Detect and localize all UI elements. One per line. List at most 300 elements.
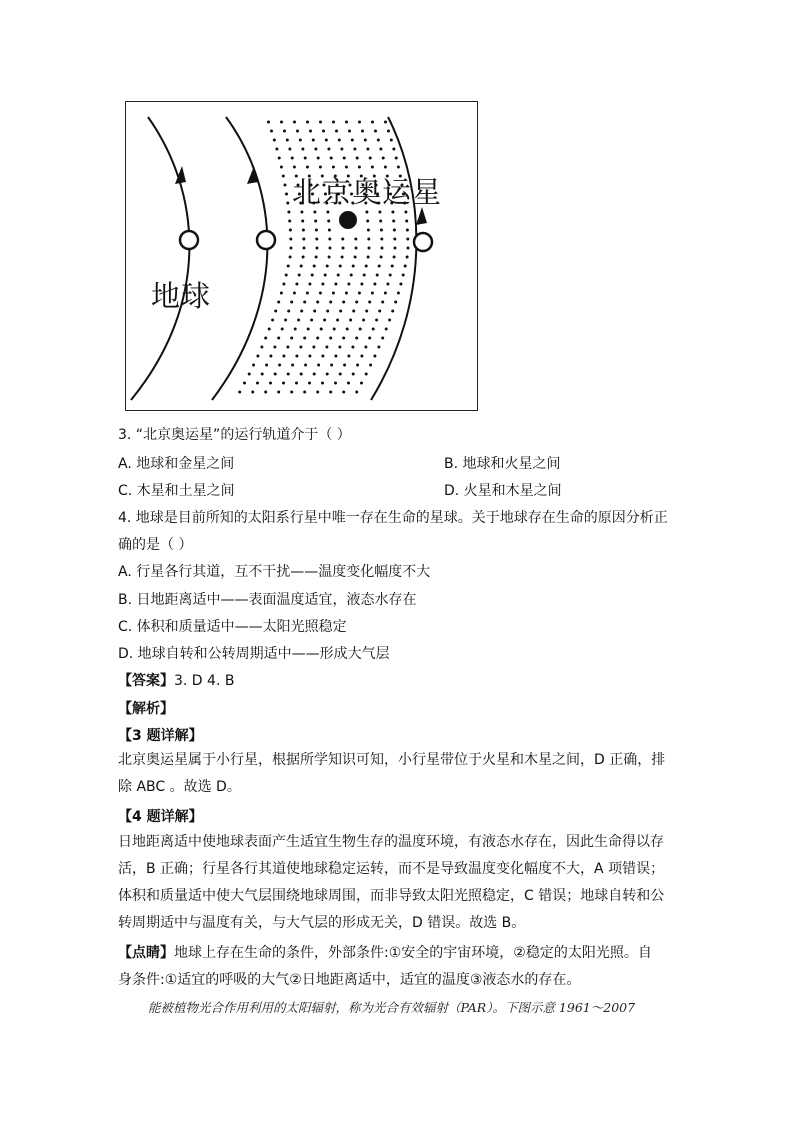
belt-dot [264,337,267,340]
belt-dot [369,364,372,367]
belt-dot [362,319,365,322]
belt-dot [311,274,314,277]
answer-tag: 【答案】 [118,673,174,689]
belt-dot [378,310,381,313]
belt-dot [367,229,370,232]
belt-dot [355,247,358,250]
belt-dot [280,166,283,169]
belt-dot [328,256,331,259]
detail4-body [118,829,678,937]
belt-dot [380,229,383,232]
earth-label: 地球 [151,279,212,313]
belt-dot [270,130,273,133]
belt-dot [399,283,402,286]
q4-option-b: B. 日地距离适中——表面温度适宜，液态水存在 [118,592,417,608]
belt-dot [335,130,338,133]
belt-dot [316,337,319,340]
q3-option-c: C. 木星和土星之间 [118,483,235,499]
belt-dot [349,319,352,322]
belt-dot [347,382,350,385]
detail3-tag: 【3 题详解】 [118,728,203,744]
belt-dot [256,355,259,358]
belt-dot [289,256,292,259]
belt-dot [293,166,296,169]
belt-dot [303,301,306,304]
belt-dot [366,148,369,151]
belt-dot [287,310,290,313]
belt-dot [306,166,309,169]
belt-dot [238,391,241,394]
belt-dot [391,265,394,268]
belt-dot [307,328,310,331]
q3-stem: 3. “北京奥运星”的运行轨道介于（ ） [118,427,351,443]
belt-dot [287,265,290,268]
belt-dot [274,310,277,313]
belt-dot [329,247,332,250]
belt-dot [277,391,280,394]
belt-dot [299,139,302,142]
belt-dot [293,292,296,295]
belt-dot [288,148,291,151]
belt-dot [288,220,291,223]
belt-dot [319,166,322,169]
q3-option-d: D. 火星和木星之间 [444,483,562,499]
belt-dot [364,346,367,349]
belt-dot [287,373,290,376]
belt-dot [321,355,324,358]
belt-dot [284,319,287,322]
belt-dot [358,166,361,169]
belt-dot [316,247,319,250]
belt-dot [384,121,387,124]
belt-dot [406,238,409,241]
belt-dot [339,310,342,313]
belt-dot [364,139,367,142]
belt-dot [379,148,382,151]
belt-dot [392,148,395,151]
belt-dot [282,382,285,385]
belt-dot [345,292,348,295]
answer-row [118,671,234,691]
belt-dot [327,148,330,151]
q3-option-b: B. 地球和火星之间 [444,456,561,472]
belt-dot [328,238,331,241]
belt-dot [345,121,348,124]
orbit-path-earth [212,117,267,400]
belt-dot [282,283,285,286]
belt-dot [352,310,355,313]
belt-dot [361,130,364,133]
belt-dot [338,346,341,349]
belt-dot [371,121,374,124]
q4-option-a: A. 行星各行其道，互不干扰——温度变化幅度不大 [118,564,431,580]
belt-dot [310,319,313,322]
belt-dot [365,373,368,376]
belt-dot [355,337,358,340]
belt-dot [342,301,345,304]
belt-dot [360,382,363,385]
belt-dot [347,355,350,358]
belt-dot [289,238,292,241]
detail4-tag: 【4 题详解】 [118,809,203,825]
belt-dot [296,130,299,133]
belt-dot [355,301,358,304]
belt-dot [371,292,374,295]
q4-stem-line1: 4. 地球是目前所知的太阳系行星中唯一存在生命的星球。关于地球存在生命的原因分析正 [118,510,668,526]
belt-dot [374,130,377,133]
belt-dot [325,139,328,142]
belt-dot [303,337,306,340]
belt-dot [290,247,293,250]
belt-dot [303,391,306,394]
belt-dot [384,166,387,169]
belt-dot [360,355,363,358]
belt-dot [394,247,397,250]
orbit-path-outer [371,117,416,400]
belt-dot [293,121,296,124]
belt-dot [315,229,318,232]
belt-dot [326,265,329,268]
belt-dot [381,337,384,340]
asteroid-label: 北京奥运星 [292,175,443,209]
belt-dot [308,382,311,385]
belt-dot [393,229,396,232]
analysis-tag: 【解析】 [118,701,174,717]
belt-dot [355,391,358,394]
belt-dot [354,256,357,259]
belt-dot [320,328,323,331]
belt-dot [365,310,368,313]
belt-dot [405,220,408,223]
belt-dot [281,328,284,331]
belt-dot [300,310,303,313]
belt-dot [371,166,374,169]
belt-dot [290,301,293,304]
belt-dot [327,220,330,223]
belt-dot [314,220,317,223]
q4-stem-line2: 确的是（ ） [118,537,193,553]
belt-dot [278,364,281,367]
belt-dot [360,283,363,286]
belt-dot [313,373,316,376]
belt-dot [397,292,400,295]
belt-dot [273,346,276,349]
belt-dot [271,319,274,322]
belt-dot [282,175,285,178]
belt-dot [354,238,357,241]
belt-dot [287,211,290,214]
belt-dot [277,337,280,340]
belt-dot [280,121,283,124]
tip-tag: 【点睛】 [118,945,174,961]
belt-dot [251,391,254,394]
belt-dot [332,166,335,169]
belt-dot [381,247,384,250]
belt-dot [328,229,331,232]
belt-dot [324,274,327,277]
belt-dot [321,283,324,286]
belt-dot [337,274,340,277]
belt-dot [393,256,396,259]
belt-dot [325,346,328,349]
belt-dot [338,139,341,142]
belt-dot [280,292,283,295]
belt-dot [294,328,297,331]
belt-dot [367,238,370,241]
answer-text: 3. D 4. B [174,673,235,689]
belt-dot [264,391,267,394]
belt-dot [326,373,329,376]
belt-dot [391,310,394,313]
belt-dot [286,202,289,205]
belt-dot [342,391,345,394]
belt-dot [329,301,332,304]
belt-dot [347,283,350,286]
belt-dot [275,148,278,151]
belt-dot [285,193,288,196]
belt-dot [365,265,368,268]
belt-dot [377,346,380,349]
belt-dot [339,373,342,376]
belt-dot [348,130,351,133]
belt-dot [291,364,294,367]
belt-dot [345,166,348,169]
belt-dot [248,373,251,376]
belt-dot [358,292,361,295]
belt-dot [351,346,354,349]
belt-dot [297,319,300,322]
belt-dot [314,148,317,151]
belt-dot [322,130,325,133]
belt-dot [283,130,286,133]
belt-dot [317,364,320,367]
belt-dot [309,130,312,133]
belt-dot [303,247,306,250]
belt-dot [268,328,271,331]
belt-dot [261,373,264,376]
belt-dot [332,121,335,124]
belt-dot [284,184,287,187]
belt-dot [278,157,281,160]
belt-dot [378,265,381,268]
detail4-line: 活，B 正确；行星各行其道使地球稳定运转，而不是导致温度变化幅度不大，A 项错误； [118,861,665,877]
belt-dot [373,283,376,286]
belt-dot [256,382,259,385]
belt-dot [277,301,280,304]
detail3-body [118,747,678,801]
belt-dot [376,274,379,277]
belt-dot [269,355,272,358]
belt-dot [298,274,301,277]
belt-dot [404,265,407,268]
belt-dot [330,364,333,367]
belt-dot [342,247,345,250]
q4-option-c: C. 体积和质量适中——太阳光照稳定 [118,619,347,635]
belt-dot [332,292,335,295]
belt-dot [367,256,370,259]
belt-dot [351,139,354,142]
belt-dot [402,274,405,277]
belt-dot [406,229,409,232]
belt-dot [260,346,263,349]
belt-dot [369,157,372,160]
belt-dot [295,382,298,385]
belt-dot [300,373,303,376]
belt-dot [302,238,305,241]
belt-dot [368,247,371,250]
belt-dot [377,139,380,142]
belt-dot [386,283,389,286]
belt-dot [395,157,398,160]
belt-dot [372,328,375,331]
belt-dot [384,292,387,295]
belt-dot [392,220,395,223]
q3-option-a: A. 地球和金星之间 [118,456,235,472]
belt-dot [368,337,371,340]
belt-dot [407,247,410,250]
belt-dot [353,148,356,151]
belt-dot [290,391,293,394]
belt-dot [319,121,322,124]
planet-outer [414,233,432,251]
belt-dot [269,382,272,385]
belt-dot [306,292,309,295]
detail3-line: 北京奥运星属于小行星，根据所学知识可知，小行星带位于火星和木星之间，D 正确，排 [118,752,666,768]
belt-dot [389,274,392,277]
belt-dot [330,157,333,160]
belt-dot [373,355,376,358]
belt-dot [380,238,383,241]
detail4-line: 日地距离适中使地球表面产生适宜生物生存的温度环境，有液态水存在，因此生命得以存 [118,834,664,850]
belt-dot [267,121,270,124]
belt-dot [315,238,318,241]
belt-dot [301,148,304,151]
belt-dot [375,319,378,322]
next-question-caption: 能被植物光合作用利用的太阳辐射，称为光合有效辐射（PAR）。下图示意 1961～2007 [148,1000,636,1015]
belt-dot [312,139,315,142]
belt-dot [316,391,319,394]
belt-dot [273,139,276,142]
belt-dot [329,391,332,394]
belt-dot [313,310,316,313]
belt-dot [323,319,326,322]
belt-dot [302,229,305,232]
belt-dot [289,229,292,232]
belt-dot [308,283,311,286]
belt-dot [286,346,289,349]
belt-dot [352,265,355,268]
belt-dot [343,364,346,367]
belt-dot [333,328,336,331]
planet-earth [257,231,275,249]
belt-dot [282,355,285,358]
belt-dot [304,364,307,367]
belt-dot [316,301,319,304]
belt-dot [299,346,302,349]
belt-dot [394,301,397,304]
planet-inner [180,231,198,249]
belt-dot [379,220,382,223]
belt-dot [341,238,344,241]
tip-line2: 身条件:①适宜的呼吸的大气②日地距离适中，适宜的温度③液态水的存在。 [118,972,581,988]
tip-line1 [118,943,652,963]
belt-dot [265,364,268,367]
belt-dot [317,157,320,160]
belt-dot [313,265,316,268]
belt-dot [304,157,307,160]
belt-dot [346,328,349,331]
belt-dot [334,283,337,286]
belt-dot [274,373,277,376]
belt-dot [252,364,255,367]
belt-dot [319,292,322,295]
belt-dot [342,337,345,340]
detail4-line: 体积和质量适中使大气层围绕地球周围，而非导致太阳光照稳定，C 错误；地球自转和公 [118,888,665,904]
belt-dot [358,121,361,124]
tip-text-1: 地球上存在生命的条件，外部条件:①安全的宇宙环境，②稳定的太阳光照。自 [174,945,652,961]
belt-dot [306,121,309,124]
belt-dot [356,364,359,367]
belt-dot [295,355,298,358]
belt-dot [243,382,246,385]
belt-dot [291,157,294,160]
belt-dot [340,148,343,151]
belt-dot [301,220,304,223]
belt-dot [393,238,396,241]
detail4-line: 转周期适中与温度有关，与大气层的形成无关，D 错误。故选 B。 [118,915,526,931]
belt-dot [390,139,393,142]
belt-dot [356,157,359,160]
belt-dot [312,346,315,349]
belt-dot [300,265,303,268]
belt-dot [406,256,409,259]
orbit-path-inner [131,117,189,400]
belt-dot [290,337,293,340]
asteroid-dot [339,211,357,229]
belt-dot [336,319,339,322]
belt-dot [326,310,329,313]
belt-dot [341,256,344,259]
belt-dot [321,382,324,385]
belt-dot [339,265,342,268]
belt-dot [334,382,337,385]
detail3-line: 除 ABC 。故选 D。 [118,779,241,795]
belt-dot [368,301,371,304]
belt-dot [366,220,369,223]
orbit-figure [125,101,478,411]
belt-dot [363,274,366,277]
belt-dot [388,319,391,322]
belt-dot [350,274,353,277]
belt-dot [329,337,332,340]
belt-dot [334,355,337,358]
belt-dot [315,256,318,259]
asteroid-belt [238,121,409,394]
belt-dot [343,157,346,160]
belt-dot [295,283,298,286]
belt-dot [308,355,311,358]
belt-dot [381,301,384,304]
q4-option-d: D. 地球自转和公转周期适中——形成大气层 [118,646,390,662]
orbit-diagram [126,102,476,409]
belt-dot [359,328,362,331]
belt-dot [380,256,383,259]
belt-dot [286,139,289,142]
belt-dot [387,130,390,133]
belt-dot [352,373,355,376]
belt-dot [385,328,388,331]
belt-dot [382,157,385,160]
